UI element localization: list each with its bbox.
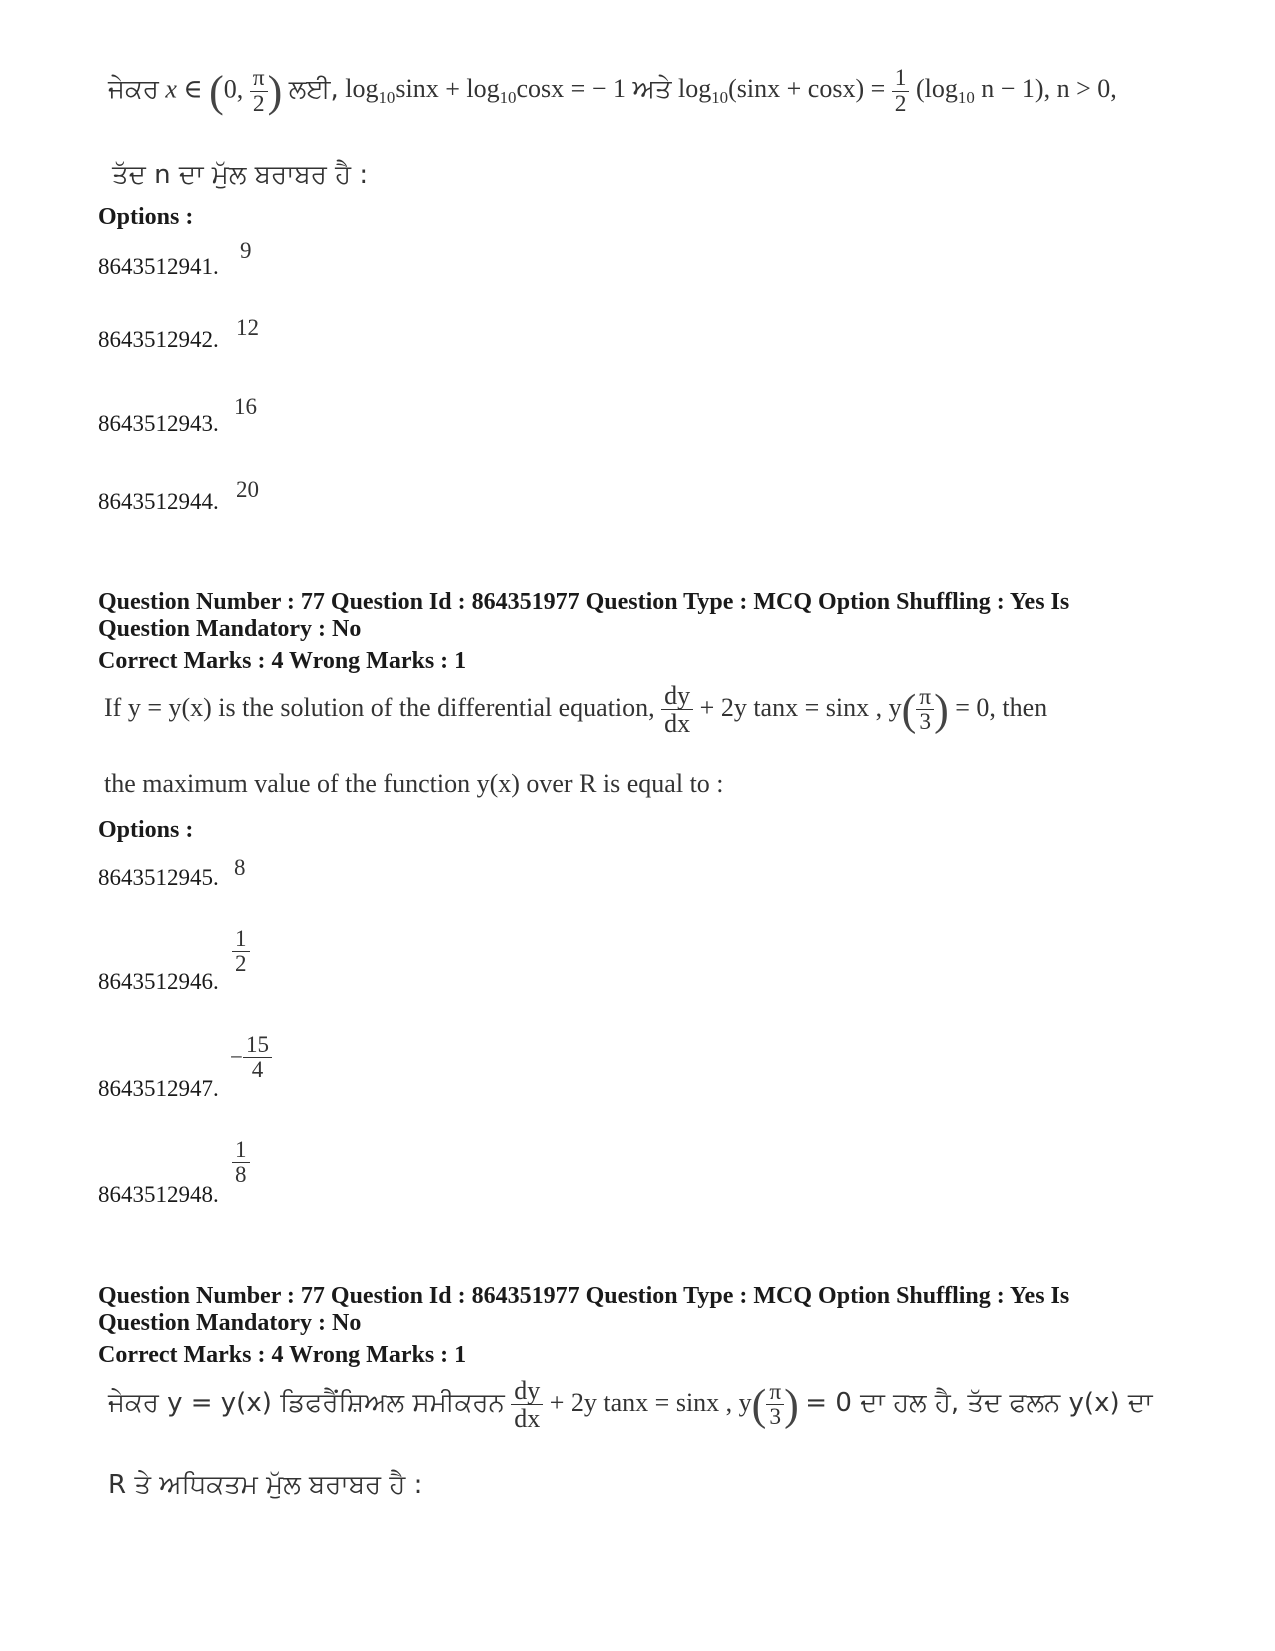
q77-en-part3: = 0, then: [955, 692, 1048, 722]
options-label: Options :: [98, 204, 194, 230]
question-mandatory: Question Mandatory : No: [98, 1310, 362, 1336]
question-mandatory: Question Mandatory : No: [98, 616, 362, 642]
q76-if-word: ਜੇਕਰ: [108, 74, 159, 105]
q77-pa-left-paren: (: [751, 1380, 767, 1430]
option-id: 8643512942.: [98, 327, 219, 352]
minus-sign: −: [230, 1044, 243, 1070]
option-fraction[interactable]: [232, 1138, 250, 1187]
q76-x-in: x ∈: [165, 74, 203, 104]
question-77-english-statement: [104, 682, 1047, 738]
marks-line: Correct Marks : 4 Wrong Marks : 1: [98, 1342, 467, 1368]
option-fraction[interactable]: [232, 927, 250, 976]
q77-en-dydx: $\frac{dy}{dx}$: [661, 682, 693, 738]
q77-pa-pi-over-3: $\frac{\pi}{3}$: [766, 1380, 784, 1430]
q76-and-word: ਅਤੇ: [632, 74, 672, 105]
q77-pa-dydx: $\frac{dy}{dx}$: [511, 1377, 543, 1433]
q77-en-part2: + 2y tanx = sinx , y: [699, 692, 902, 722]
question-77-punjabi-statement: [108, 1377, 1153, 1433]
question-76-punjabi-statement: [108, 66, 1117, 117]
q77-en-right-paren: ): [934, 685, 949, 735]
q77-en-part1: If y = y(x) is the solution of the differential equation,: [104, 692, 655, 722]
option-value[interactable]: 12: [236, 315, 259, 340]
option-id: 8643512944.: [98, 489, 219, 514]
option-value[interactable]: 20: [236, 477, 259, 502]
option-id: 8643512943.: [98, 411, 219, 436]
question-77-english-line2: the maximum value of the function y(x) over R is equal to :: [104, 769, 724, 798]
q77-pa-part2: + 2y tanx = sinx , y: [549, 1387, 752, 1417]
option-id: 8643512948.: [98, 1182, 219, 1207]
option-value[interactable]: 9: [240, 238, 252, 263]
fraction: $\frac{1}{2}$: [232, 927, 250, 976]
option-value[interactable]: 8: [234, 855, 246, 880]
q76-pi-over-2: $\frac{\pi}{2}$: [250, 66, 268, 116]
marks-line: Correct Marks : 4 Wrong Marks : 1: [98, 648, 467, 674]
options-label: Options :: [98, 817, 194, 843]
fraction: $\frac{1}{8}$: [232, 1138, 250, 1187]
q77-en-left-paren: (: [901, 685, 917, 735]
q77-en-pi-over-3: $\frac{\pi}{3}$: [916, 685, 934, 735]
option-fraction[interactable]: [230, 1033, 272, 1082]
question-77-punjabi-line2: R ਤੇ ਅਧਿਕਤਮ ਮੁੱਲ ਬਰਾਬਰ ਹੈ :: [108, 1470, 423, 1500]
q76-log-term-3: $\log_{10}(\sin x + \cos x)$ =: [678, 74, 886, 108]
option-id: 8643512941.: [98, 254, 219, 279]
option-id: 8643512946.: [98, 969, 219, 994]
q76-right-paren: ): [267, 67, 283, 116]
q76-log-term-1: $\log_{10}\sin x$: [345, 74, 439, 108]
question-76-punjabi-line2: ਤੱਦ n ਦਾ ਮੁੱਲ ਬਰਾਬਰ ਹੈ :: [112, 160, 369, 190]
q76-for-word: ਲਈ,: [288, 74, 339, 105]
q76-left-paren: (: [209, 67, 224, 116]
q76-log-n: ($\log_{10}$ n − 1), n > 0,: [915, 74, 1117, 108]
q77-pa-right-paren: ): [784, 1380, 799, 1430]
q77-pa-part1: ਜੇਕਰ y = y(x) ਡਿਫਰੈਂਸ਼ਿਅਲ ਸਮੀਕਰਨ: [108, 1387, 505, 1418]
option-id: 8643512945.: [98, 865, 219, 890]
question-header: Question Number : 77 Question Id : 864351977 Question Type : MCQ Option Shuffling : Yes Is: [98, 589, 1070, 615]
q76-plus: +: [445, 74, 460, 104]
fraction: $\frac{15}{4}$: [243, 1033, 272, 1082]
q76-interval-lo: 0,: [223, 74, 244, 104]
q77-pa-part3: = 0 ਦਾ ਹਲ ਹੈ, ਤੱਦ ਫਲਨ y(x) ਦਾ: [805, 1387, 1153, 1418]
option-id: 8643512947.: [98, 1076, 219, 1101]
q76-log-term-2: $\log_{10}\cos x$ = − 1: [466, 74, 626, 108]
option-value[interactable]: 16: [234, 394, 257, 419]
question-header: Question Number : 77 Question Id : 864351977 Question Type : MCQ Option Shuffling : Yes Is: [98, 1283, 1070, 1309]
q76-one-half: $\frac{1}{2}$: [892, 66, 910, 116]
